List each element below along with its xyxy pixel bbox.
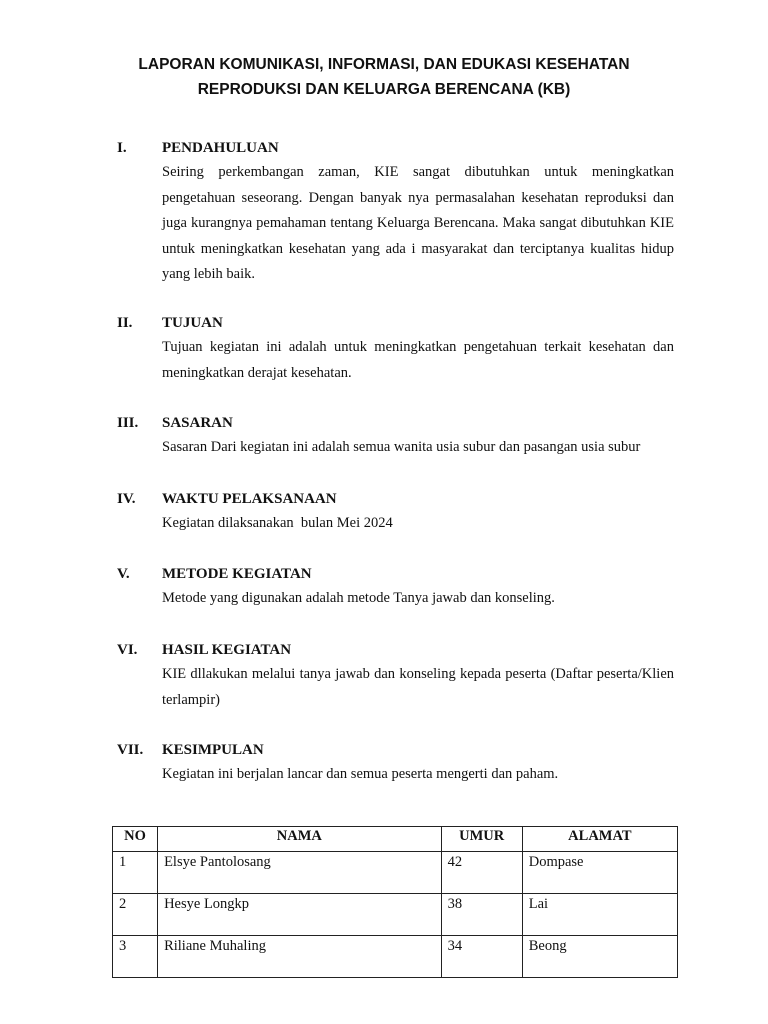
cell-no: 3 bbox=[113, 936, 158, 978]
table-row bbox=[113, 936, 678, 978]
cell-nama: Riliane Muhaling bbox=[158, 936, 442, 978]
section-number: VII. bbox=[117, 742, 144, 758]
section-heading: TUJUAN bbox=[162, 315, 223, 331]
section-number: V. bbox=[117, 566, 130, 582]
section-heading: WAKTU PELAKSANAAN bbox=[162, 491, 337, 507]
table-row bbox=[113, 852, 678, 894]
title-line-2: REPRODUKSI DAN KELUARGA BERENCANA (KB) bbox=[197, 81, 571, 98]
section-number: IV. bbox=[117, 491, 136, 507]
section-number: II. bbox=[117, 315, 133, 331]
column-header-no: NO bbox=[113, 827, 158, 852]
section-heading: SASARAN bbox=[162, 415, 233, 431]
section-text: Metode yang digunakan adalah metode Tanya jawab dan konseling. bbox=[162, 590, 555, 606]
cell-umur: 42 bbox=[441, 852, 522, 894]
section-heading: HASIL KEGIATAN bbox=[162, 642, 292, 658]
section-heading: PENDAHULUAN bbox=[162, 140, 279, 156]
section-text: Tujuan kegiatan ini adalah untuk meningkatkan pengetahuan terkait kesehatan dan meningkatkan derajat kesehatan. bbox=[162, 339, 674, 381]
section-number: III. bbox=[117, 415, 139, 431]
cell-umur: 38 bbox=[441, 894, 522, 936]
title-line-1: LAPORAN KOMUNIKASI, INFORMASI, DAN EDUKASI KESEHATAN bbox=[138, 56, 630, 73]
cell-alamat: Lai bbox=[522, 894, 677, 936]
table-header-row bbox=[113, 827, 678, 852]
section-text: Sasaran Dari kegiatan ini adalah semua wanita usia subur dan pasangan usia subur bbox=[162, 439, 641, 455]
column-header-umur: UMUR bbox=[441, 827, 522, 852]
section-heading: KESIMPULAN bbox=[162, 742, 264, 758]
cell-no: 2 bbox=[113, 894, 158, 936]
cell-nama: Hesye Longkp bbox=[158, 894, 442, 936]
cell-no: 1 bbox=[113, 852, 158, 894]
cell-umur: 34 bbox=[441, 936, 522, 978]
table-row bbox=[113, 894, 678, 936]
section-text: Kegiatan ini berjalan lancar dan semua peserta mengerti dan paham. bbox=[162, 766, 559, 782]
cell-nama: Elsye Pantolosang bbox=[158, 852, 442, 894]
section-heading: METODE KEGIATAN bbox=[162, 566, 312, 582]
document-title bbox=[0, 52, 768, 102]
column-header-alamat: ALAMAT bbox=[522, 827, 677, 852]
section-number: I. bbox=[117, 140, 127, 156]
column-header-nama: NAMA bbox=[158, 827, 442, 852]
section-text: Seiring perkembangan zaman, KIE sangat dibutuhkan untuk meningkatkan pengetahuan seseorang. Dengan banyak nya permasalahan kesehatan reproduksi dan juga kurangnya pemahaman tentang Keluarga Berencana. Maka sangat dibutuhkan KIE untuk meningkatkan kesehatan yang ada i masyarakat dan terciptanya kualitas hidup yang lebih baik. bbox=[162, 164, 674, 282]
participant-table bbox=[112, 826, 678, 978]
section-text: Kegiatan dilaksanakan bulan Mei 2024 bbox=[162, 515, 393, 531]
cell-alamat: Dompase bbox=[522, 852, 677, 894]
cell-alamat: Beong bbox=[522, 936, 677, 978]
section-number: VI. bbox=[117, 642, 138, 658]
section-text: KIE dllakukan melalui tanya jawab dan konseling kepada peserta (Daftar peserta/Klien terlampir) bbox=[162, 666, 674, 708]
